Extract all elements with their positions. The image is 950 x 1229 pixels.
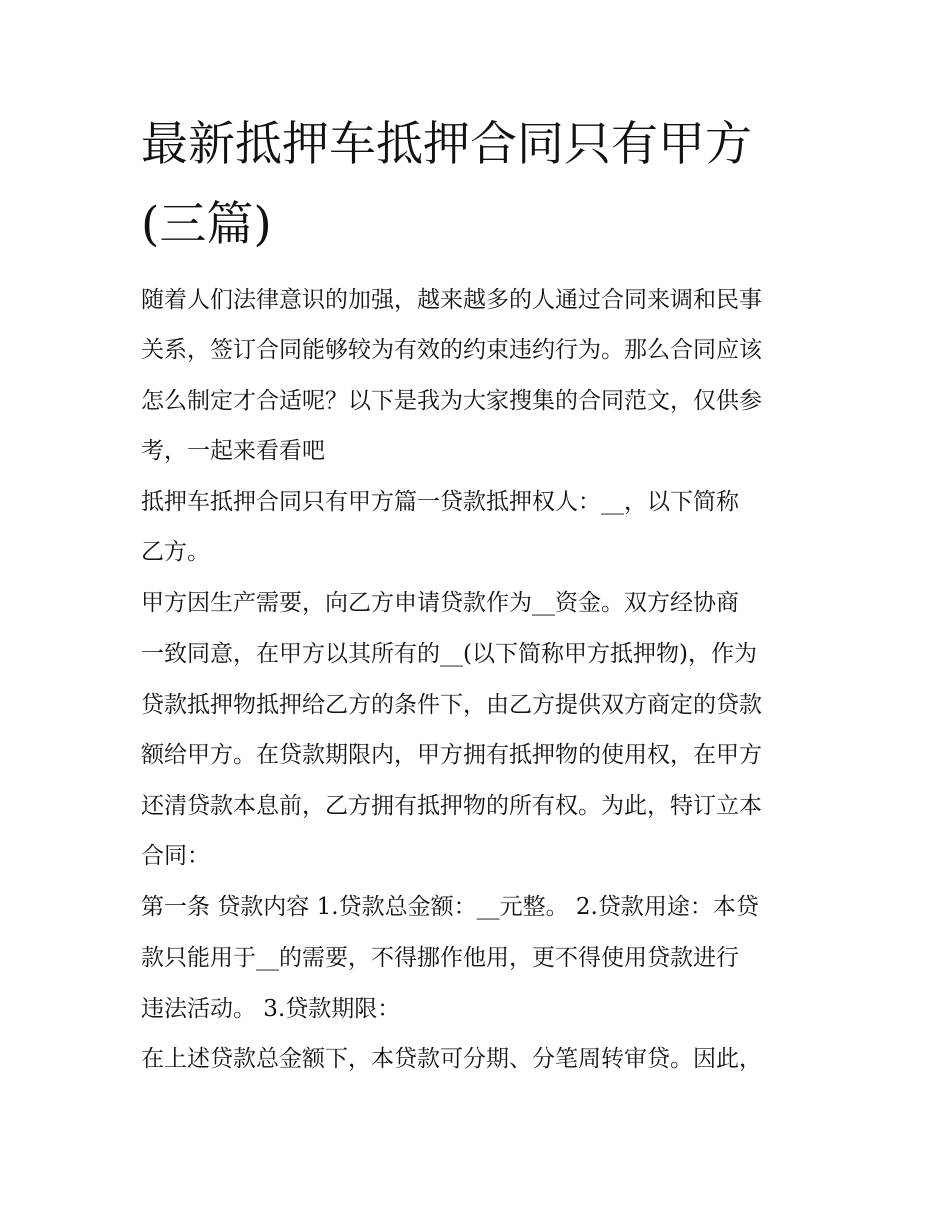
body-line-3: 怎么制定才合适呢？以下是我为大家搜集的合同范文，仅供参 — [141, 388, 762, 414]
body-line-12: 合同： — [141, 843, 210, 869]
body-line-11: 还清贷款本息前，乙方拥有抵押物的所有权。为此，特订立本 — [141, 793, 762, 819]
body-line-10: 额给甲方。在贷款期限内，甲方拥有抵押物的使用权，在甲方 — [141, 742, 762, 768]
body-line-9: 贷款抵押物抵押给乙方的条件下，由乙方提供双方商定的贷款 — [141, 692, 762, 718]
body-line-1: 随着人们法律意识的加强，越来越多的人通过合同来调和民事 — [141, 287, 762, 313]
body-line-5: 抵押车抵押合同只有甲方篇一贷款抵押权人：__，以下简称 — [141, 489, 739, 515]
document-title-line-1: 最新抵押车抵押合同只有甲方 — [141, 117, 752, 172]
body-line-2: 关系，签订合同能够较为有效的约束违约行为。那么合同应该 — [141, 337, 762, 363]
document-title-line-2: (三篇) — [141, 197, 272, 252]
body-line-7: 甲方因生产需要，向乙方申请贷款作为__资金。双方经协商 — [141, 590, 739, 616]
body-line-6: 乙方。 — [141, 539, 210, 565]
body-line-15: 违法活动。 3.贷款期限： — [141, 996, 401, 1022]
body-line-8: 一致同意，在甲方以其所有的__(以下简称甲方抵押物)，作为 — [141, 641, 757, 667]
body-line-13: 第一条 贷款内容 1.贷款总金额：__元整。 2.贷款用途：本贷 — [141, 894, 759, 920]
body-line-16: 在上述贷款总金额下，本贷款可分期、分笔周转审贷。因此， — [141, 1046, 762, 1072]
body-line-4: 考，一起来看看吧 — [141, 438, 325, 464]
body-line-14: 款只能用于__的需要，不得挪作他用，更不得使用贷款进行 — [141, 945, 739, 971]
